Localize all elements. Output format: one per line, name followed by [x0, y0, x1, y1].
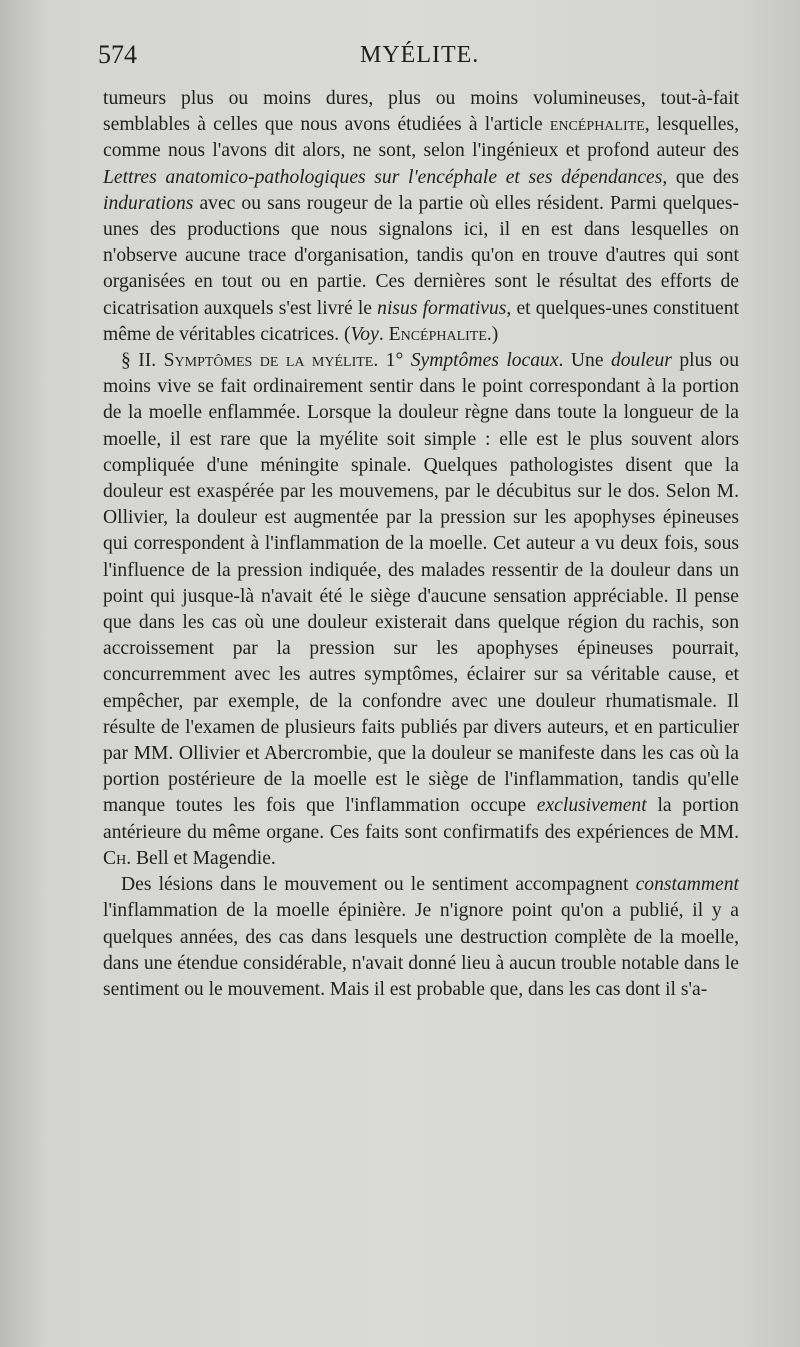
italic-term: douleur [610, 350, 672, 372]
text-run: , que des [662, 166, 739, 188]
text-run: . [378, 323, 389, 345]
page-number: 574 [98, 40, 137, 69]
italic-term: exclusivement [536, 795, 647, 817]
cross-reference: encéphalite [549, 114, 645, 136]
body-text [103, 86, 739, 1003]
text-run: . Une [558, 350, 611, 372]
text-run: . Bell et Magendie. [126, 847, 276, 869]
italic-term: Voy [350, 323, 379, 345]
text-run: , lesquelles, comme nous l'avons dit alors, ne sont, selon l'ingénieux et profond auteur des [103, 114, 739, 162]
subsection-heading: Symptômes locaux [410, 350, 559, 372]
cross-reference: Encéphalite [388, 323, 487, 345]
page-header [98, 40, 748, 80]
text-run: . 1° [373, 350, 411, 372]
italic-term: constamment [635, 874, 739, 896]
italic-term: indurations [103, 192, 194, 214]
text-run: avec ou sans rougeur de la partie où elles résident. Parmi quelques-unes des productions que nous signalons ici, il en est dans lesquelles on n'observe aucune trace d'organisation, tandis qu'on en trouve d'autres qui sont organisées en tout ou en partie. Ces dernières sont le résultat des efforts de cicatrisation auxquels s'est livré le [103, 192, 739, 319]
section-marker: § II. [121, 350, 164, 372]
text-run: tumeurs plus ou moins dures, plus ou moins volumineuses, tout-à-fait semblables à celles que nous avons étudiées à l'article [103, 88, 739, 136]
text-run: Des lésions dans le mouvement ou le sentiment accompagnent [121, 874, 636, 896]
paragraph-3 [103, 872, 739, 1003]
text-run: l'inflammation de la moelle épinière. Je n'ignore point qu'on a publié, il y a quelques années, des cas dans lesquels une destruction complète de la moelle, dans une étendue considérable, n'avait donné lieu à aucun trouble notable dans le sentiment ou le mouvement. Mais il est probable que, dans les cas dont il s'a- [103, 900, 739, 1000]
small-caps-name: Ch [103, 847, 127, 869]
italic-term: nisus formativus [377, 297, 507, 319]
section-heading: Symptômes de la myélite [163, 350, 374, 372]
running-title: MYÉLITE. [360, 42, 480, 68]
text-run: la portion antérieure du même organe. Ces faits sont confirmatifs des expériences de MM. [103, 795, 739, 843]
paragraph-2 [103, 348, 739, 872]
text-run: .) [486, 323, 499, 345]
paragraph-1 [103, 86, 739, 348]
text-run: , et quelques-unes constituent même de véritables cicatrices. ( [103, 297, 739, 345]
text-run: plus ou moins vive se fait ordinairement sentir dans le point correspondant à la portion de la moelle enflammée. Lorsque la douleur règne dans toute la longueur de la moelle, il est rare que la myélite soit simple : elle est le plus souvent alors compliquée d'une méningite spinale. Quelques pathologistes disent que la douleur est exaspérée par les mouvemens, par le décubitus sur le dos. Selon M. Ollivier, la douleur est augmentée par la pression sur les apophyses épineuses qui correspondent à l'inflammation de la moelle. Cet auteur a vu deux fois, sous l'influence de la pression indiquée, des malades ressentir de la douleur dans un point qui jusque-là n'avait été le siège d'aucune sensation appréciable. Il pense que dans les cas où une douleur existerait dans quelque région du rachis, son accroissement par la pression sur les apophyses épineuses pourrait, concurremment avec les autres symptômes, éclairer sur sa véritable cause, et empêcher, par exemple, de la confondre avec une douleur rhumatismale. Il résulte de l'examen de plusieurs faits publiés par divers auteurs, et en particulier par MM. Ollivier et Abercrombie, que la douleur se manifeste dans les cas où la portion postérieure de la moelle est le siège de l'inflammation, tandis qu'elle manque toutes les fois que l'inflammation occupe [103, 350, 740, 817]
book-title: Lettres anatomico-pathologiques sur l'encéphale et ses dépendances [103, 166, 663, 188]
